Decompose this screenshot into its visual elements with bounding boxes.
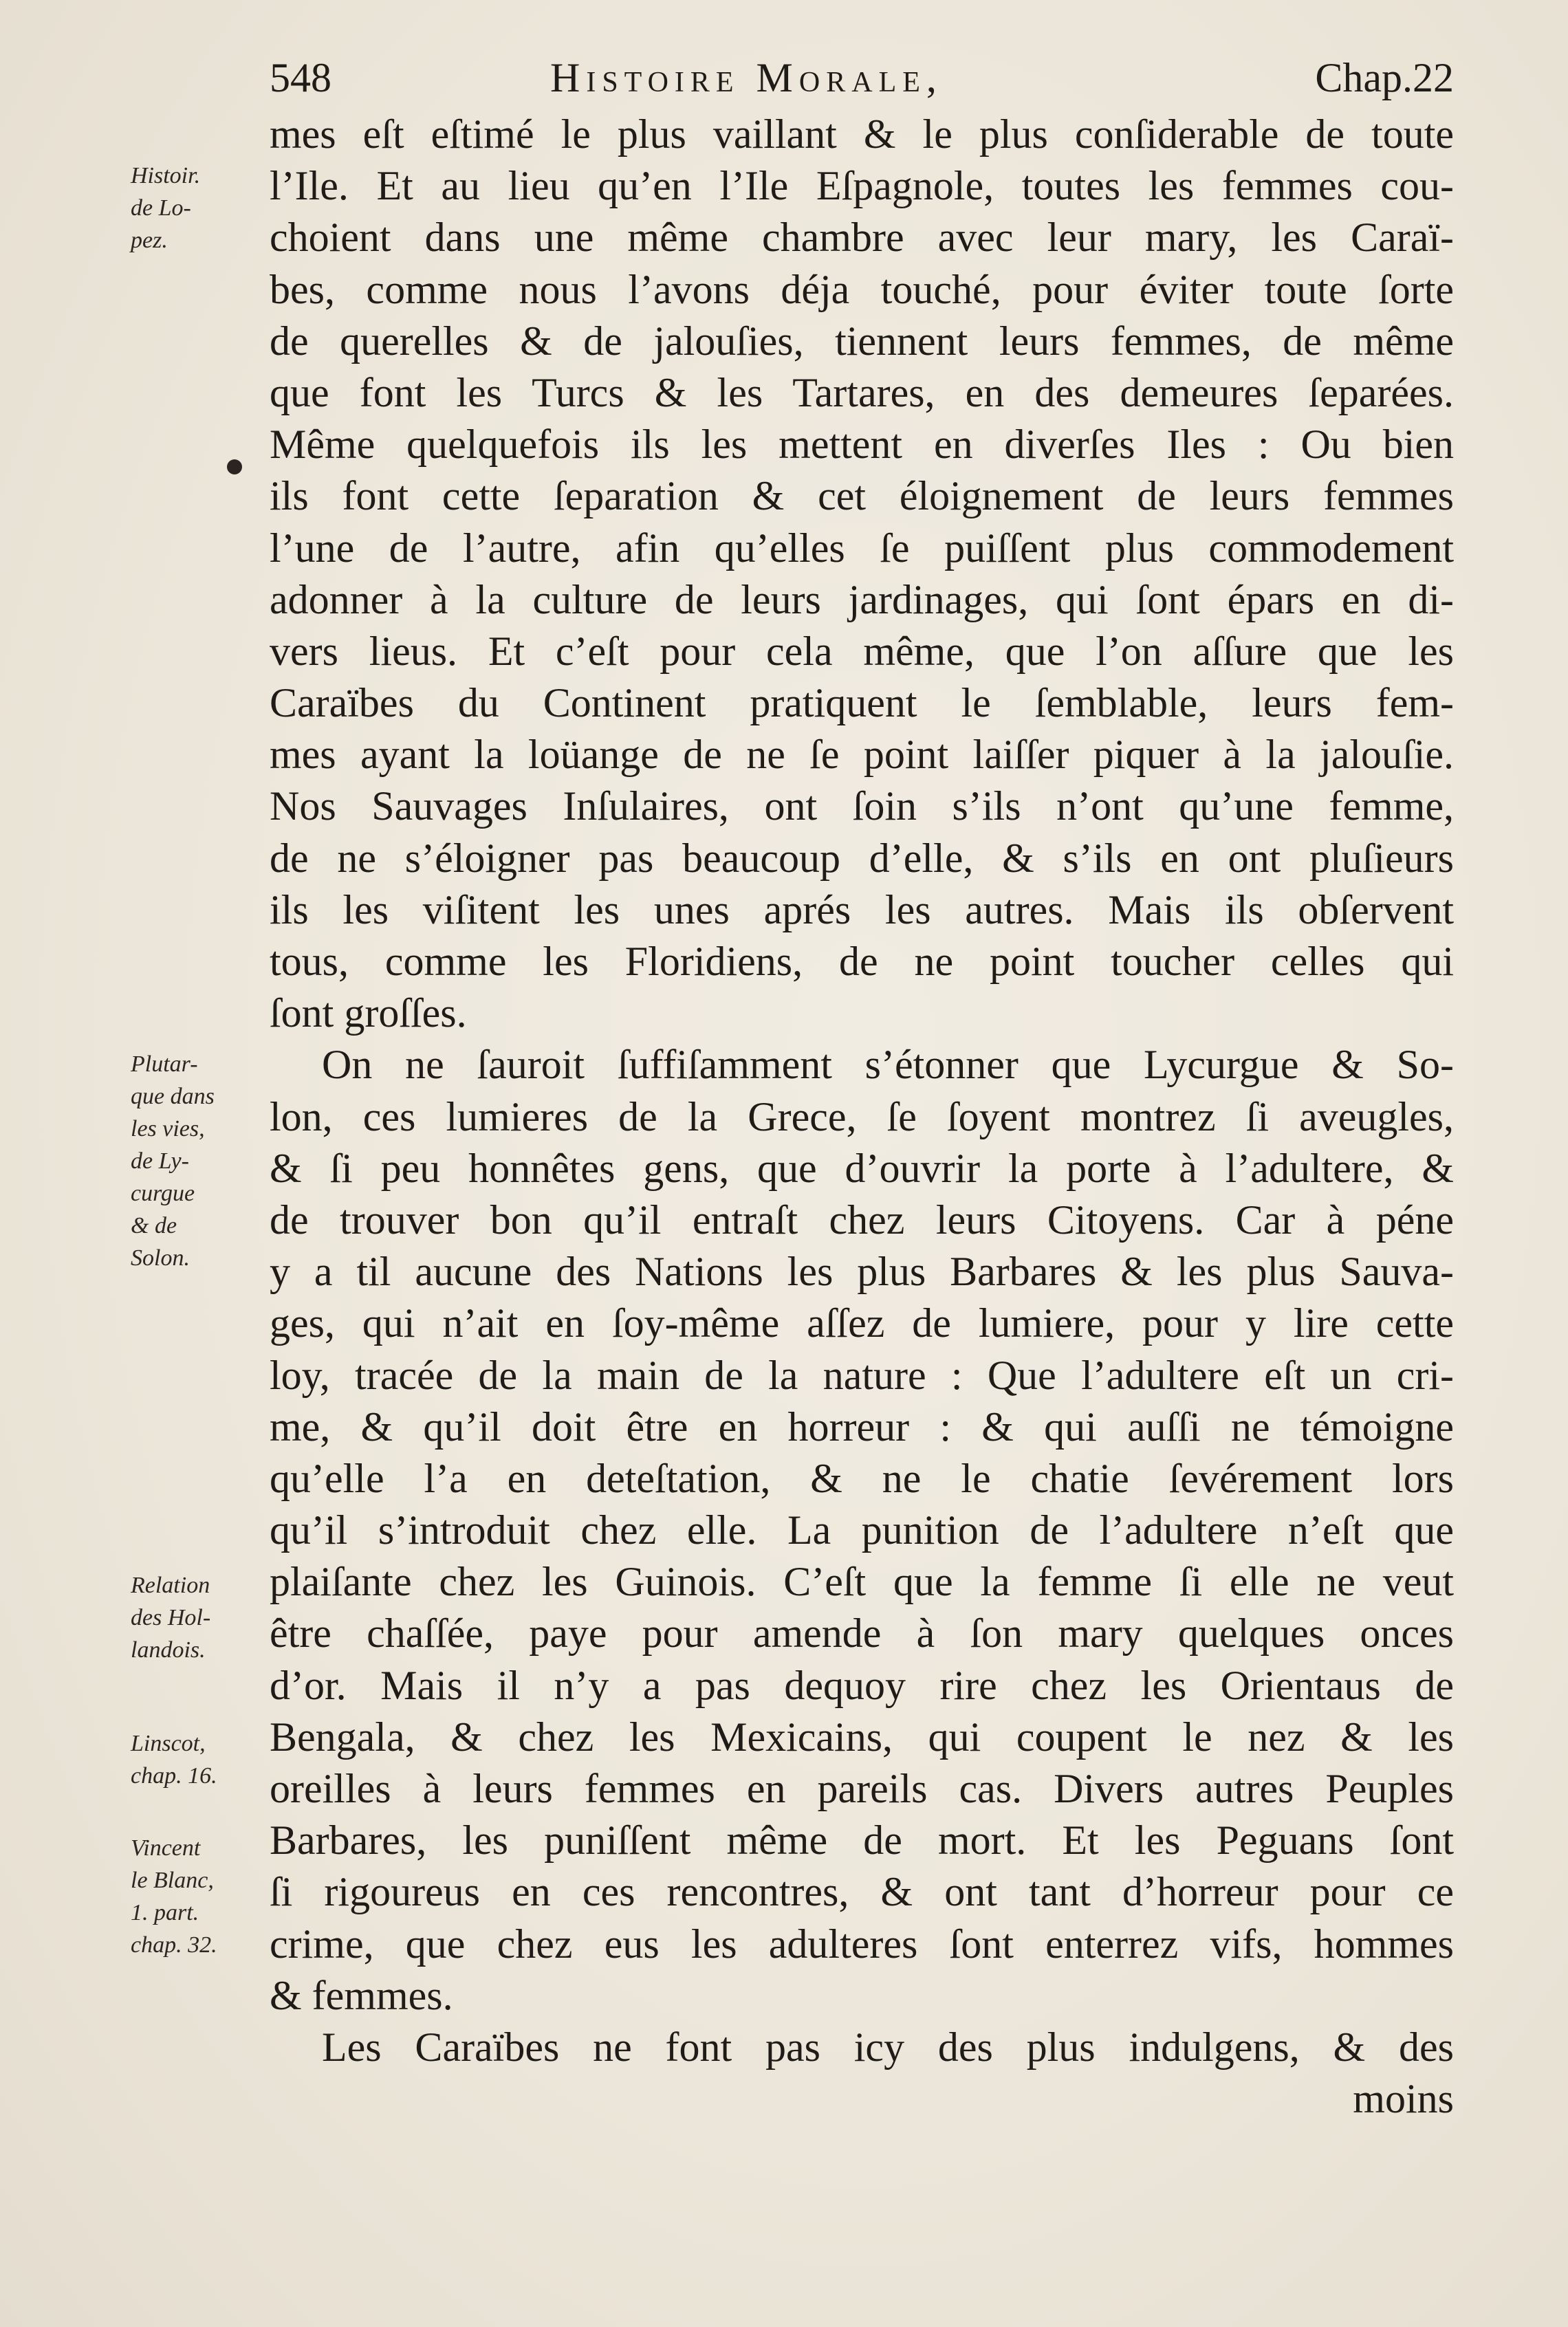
running-title: Histoire Morale,: [550, 55, 943, 100]
text-line: oreilles à leurs femmes en pareils cas. Divers autres Peuples: [270, 1766, 1454, 1811]
margin-note-line: landois.: [131, 1637, 206, 1663]
margin-note-line: 1. part.: [131, 1900, 199, 1925]
text-line: Nos Sauvages Inſulaires, ont ſoin s’ils n’ont qu’une femme,: [270, 783, 1454, 829]
text-line: y a til aucune des Nations les plus Barbares & les plus Sauva-: [270, 1249, 1454, 1295]
text-line: qu’elle l’a en deteſtation, & ne le chatie ſevérement lors: [270, 1455, 1454, 1501]
margin-note-line: Solon.: [131, 1245, 190, 1271]
text-line: l’une de l’autre, afin qu’elles ſe puiſſent plus commodement: [270, 525, 1454, 571]
margin-note-lopez: [131, 160, 261, 256]
text-line: ges, qui n’ait en ſoy-même aſſez de lumiere, pour y lire cette: [270, 1300, 1454, 1346]
text-line: adonner à la culture de leurs jardinages, qui ſont épars en di-: [270, 576, 1454, 622]
text-line: d’or. Mais il n’y a pas dequoy rire chez les Orientaus de: [270, 1662, 1454, 1708]
text-line: ils les viſitent les unes aprés les autres. Mais ils obſervent: [270, 886, 1454, 932]
text-line: ils font cette ſeparation & cet éloignement de leurs femmes: [270, 473, 1454, 519]
text-line: ſi rigoureus en ces rencontres, & ont tant d’horreur pour ce: [270, 1869, 1454, 1915]
text-line: crime, que chez eus les adulteres ſont enterrez vifs, hommes: [270, 1921, 1454, 1967]
margin-note-line: pez.: [131, 228, 168, 253]
text-line: loy, tracée de la main de la nature : Que l’adultere eſt un cri-: [270, 1352, 1454, 1398]
margin-note-line: de Lo-: [131, 195, 191, 221]
text-line: plaiſante chez les Guinois. C’eſt que la femme ſi elle ne veut: [270, 1559, 1454, 1605]
text-line: Même quelquefois ils les mettent en diverſes Iles : Ou bien: [270, 422, 1454, 468]
margin-note-line: des Hol-: [131, 1605, 211, 1630]
margin-note-line: & de: [131, 1213, 177, 1238]
text-line: On ne ſauroit ſuffiſamment s’étonner que Lycurgue & So-: [322, 1042, 1454, 1088]
text-line: de ne s’éloigner pas beaucoup d’elle, & s’ils en ont pluſieurs: [270, 835, 1454, 881]
text-line: mes ayant la loüange de ne ſe point laiſſer piquer à la jalouſie.: [270, 732, 1454, 778]
running-header: [270, 47, 1454, 109]
margin-note-line: Histoir.: [131, 163, 201, 188]
body-text: [270, 109, 1454, 2125]
text-line: Caraïbes du Continent pratiquent le ſemblable, leurs fem-: [270, 680, 1454, 726]
text-line: l’Ile. Et au lieu qu’en l’Ile Eſpagnole, toutes les femmes cou-: [270, 163, 1454, 209]
text-line: qu’il s’introduit chez elle. La punition de l’adultere n’eſt que: [270, 1507, 1454, 1553]
margin-note-line: de Ly-: [131, 1148, 189, 1174]
text-line: ſont groſſes.: [270, 990, 467, 1036]
chapter-label: Chap.22: [1315, 55, 1454, 100]
margin-note-line: Linscot,: [131, 1731, 206, 1756]
text-line: lon, ces lumieres de la Grece, ſe ſoyent montrez ſi aveugles,: [270, 1093, 1454, 1139]
catchword: moins: [1353, 2076, 1454, 2122]
text-line: me, & qu’il doit être en horreur : & qui auſſi ne témoigne: [270, 1403, 1454, 1450]
margin-note-vincent-le-blanc: [131, 1832, 261, 1961]
margin-note-line: les vies,: [131, 1116, 205, 1141]
text-line: Bengala, & chez les Mexicains, qui coupent le nez & les: [270, 1714, 1454, 1760]
text-line: être chaſſée, paye pour amende à ſon mary quelques onces: [270, 1610, 1454, 1657]
text-line: mes eſt eſtimé le plus vaillant & le plus conſiderable de toute: [270, 111, 1454, 157]
text-line: & femmes.: [270, 1972, 453, 2018]
text-line: bes, comme nous l’avons déja touché, pour éviter toute ſorte: [270, 266, 1454, 312]
text-line: vers lieus. Et c’eſt pour cela même, que l’on aſſure que les: [270, 628, 1454, 674]
margin-note-linscot: [131, 1727, 261, 1792]
margin-note-line: chap. 16.: [131, 1763, 217, 1789]
text-line: de querelles & de jalouſies, tiennent leurs femmes, de même: [270, 318, 1454, 364]
text-line: & ſi peu honnêtes gens, que d’ouvrir la porte à l’adultere, &: [270, 1145, 1454, 1191]
text-line: tous, comme les Floridiens, de ne point toucher celles qui: [270, 939, 1454, 984]
text-line: que font les Turcs & les Tartares, en des demeures ſeparées.: [270, 369, 1454, 415]
margin-note-line: Vincent: [131, 1835, 201, 1861]
margin-note-line: Plutar-: [131, 1051, 198, 1077]
margin-note-line: curgue: [131, 1181, 195, 1206]
margin-note-hollandois: [131, 1569, 261, 1666]
ink-blot: [227, 459, 242, 474]
margin-note-line: que dans: [131, 1084, 215, 1109]
text-line: de trouver bon qu’il entraſt chez leurs Citoyens. Car à péne: [270, 1197, 1454, 1243]
margin-note-plutarque: [131, 1048, 261, 1274]
page-number: 548: [270, 55, 331, 100]
margin-note-line: chap. 32.: [131, 1932, 217, 1958]
text-line: Barbares, les puniſſent même de mort. Et les Peguans ſont: [270, 1817, 1454, 1864]
text-line: choient dans une même chambre avec leur mary, les Caraï-: [270, 215, 1454, 261]
text-line: Les Caraïbes ne font pas icy des plus indulgens, & des: [322, 2024, 1454, 2070]
margin-note-line: Relation: [131, 1573, 210, 1598]
margin-note-line: le Blanc,: [131, 1868, 214, 1893]
